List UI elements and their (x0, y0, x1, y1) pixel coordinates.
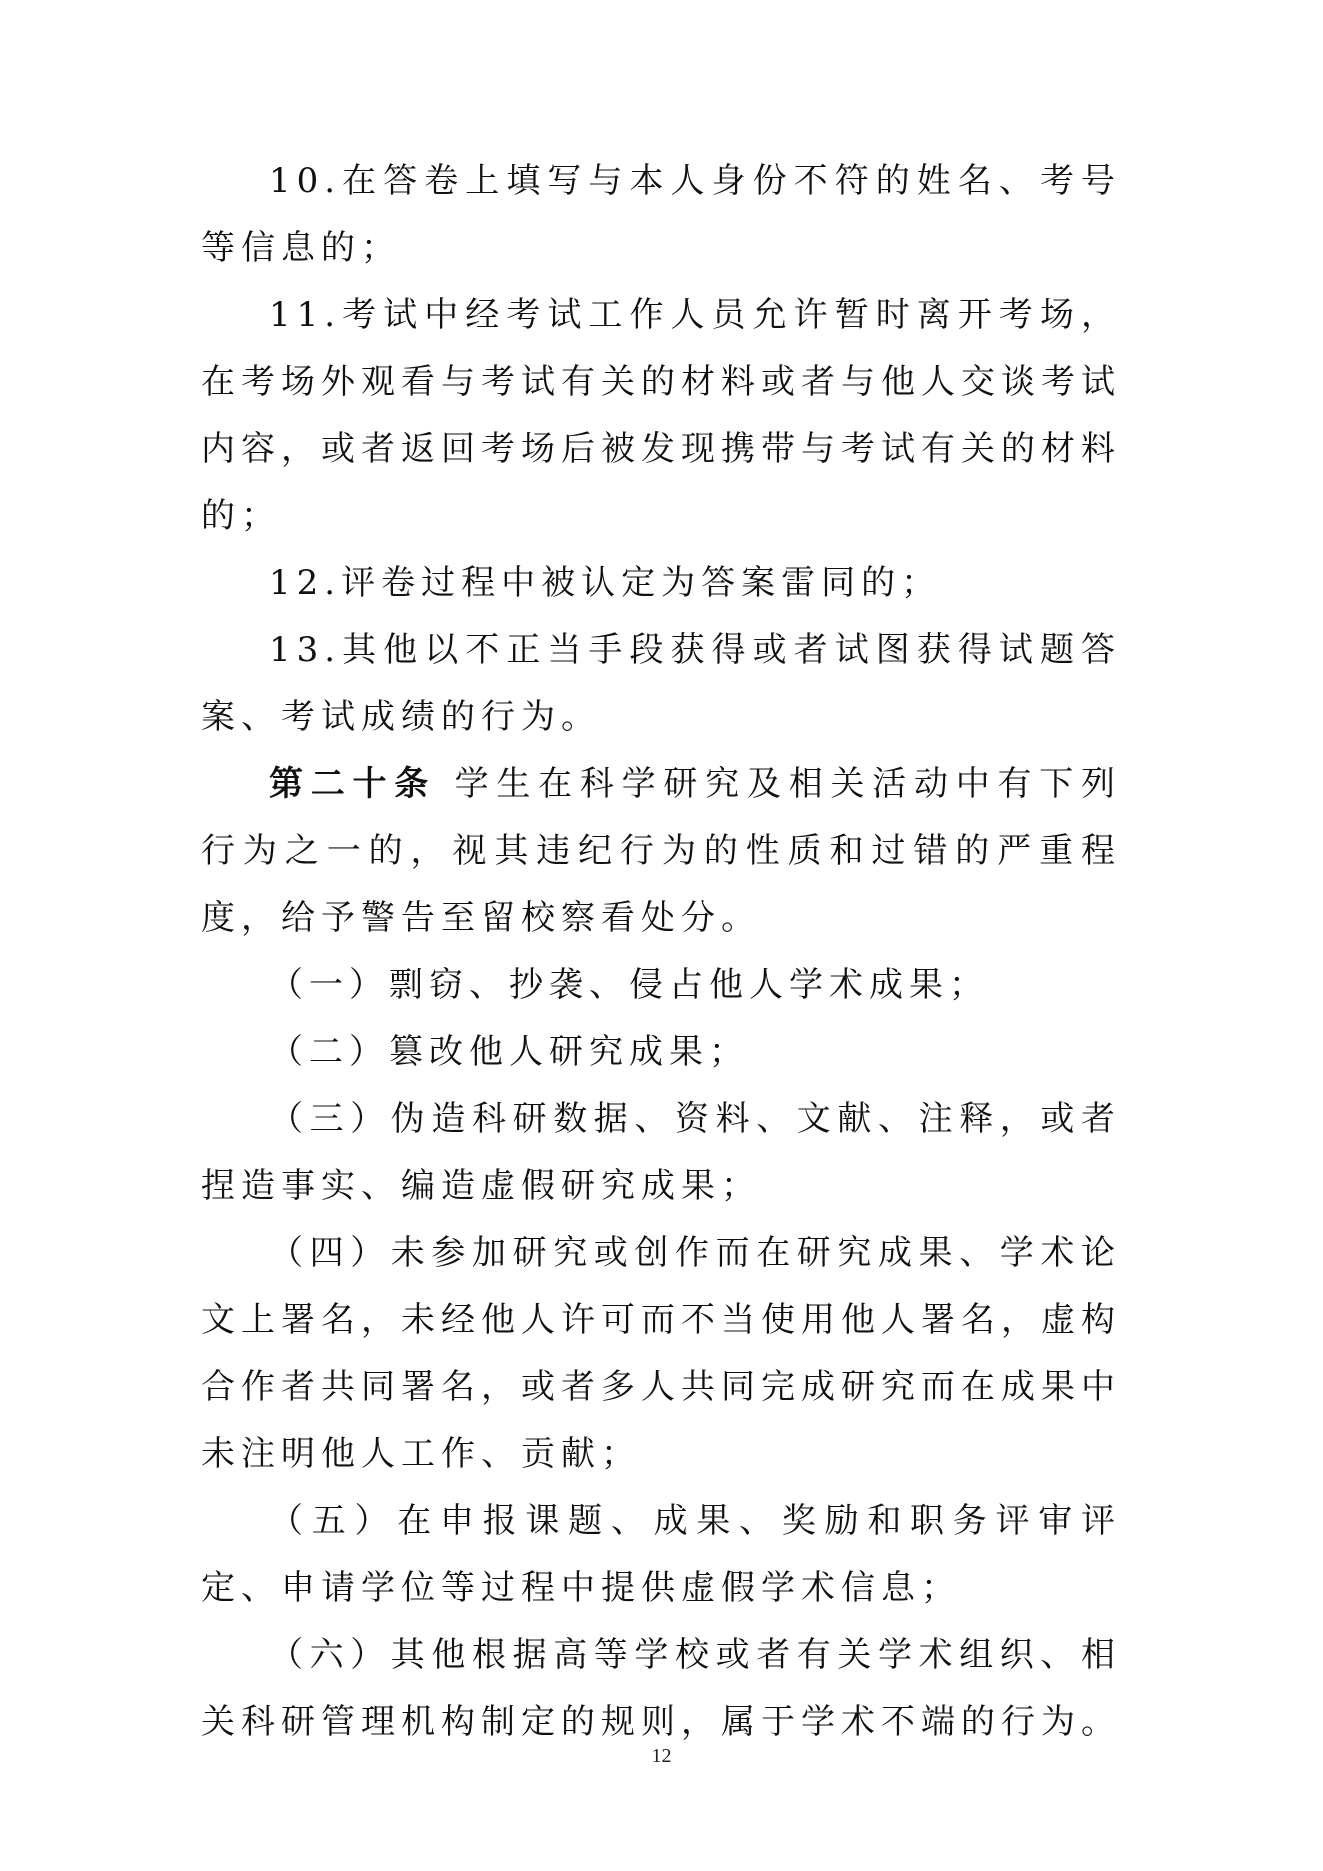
clause-11: 11.考试中经考试工作人员允许暂时离开考场，在考场外观看与考试有关的材料或者与他人交谈考试内容，或者返回考场后被发现携带与考试有关的材料的； (201, 295, 1121, 536)
article-20-heading: 第二十条 (269, 764, 437, 804)
article-20-item-6: （六）其他根据高等学校或者有关学术组织、相关科研管理机构制定的规则，属于学术不端的行为。 (201, 1635, 1121, 1742)
article-20-text: 学生在科学研究及相关活动中有下列行为之一的，视其违纪行为的性质和过错的严重程度，给予警告至留校察看处分。 (201, 764, 1122, 938)
article-20-item-3: （三）伪造科研数据、资料、文献、注释，或者捏造事实、编造虚假研究成果； (201, 1099, 1121, 1206)
clause-10: 10.在答卷上填写与本人身份不符的姓名、考号等信息的； (201, 161, 1121, 268)
article-20 (201, 751, 1121, 952)
clause-13: 13.其他以不正当手段获得或者试图获得试题答案、考试成绩的行为。 (201, 630, 1121, 737)
document-body (201, 148, 1121, 1756)
article-20-item-5: （五）在申报课题、成果、奖励和职务评审评定、申请学位等过程中提供虚假学术信息； (201, 1501, 1121, 1608)
page-number: 12 (651, 1745, 672, 1767)
clause-12: 12.评卷过程中被认定为答案雷同的； (269, 563, 942, 603)
article-20-item-1: （一）剽窃、抄袭、侵占他人学术成果； (269, 965, 989, 1005)
article-20-item-2: （二）篡改他人研究成果； (269, 1032, 749, 1072)
article-20-item-4: （四）未参加研究或创作而在研究成果、学术论文上署名，未经他人许可而不当使用他人署名，虚构合作者共同署名，或者多人共同完成研究而在成果中未注明他人工作、贡献； (201, 1233, 1121, 1474)
